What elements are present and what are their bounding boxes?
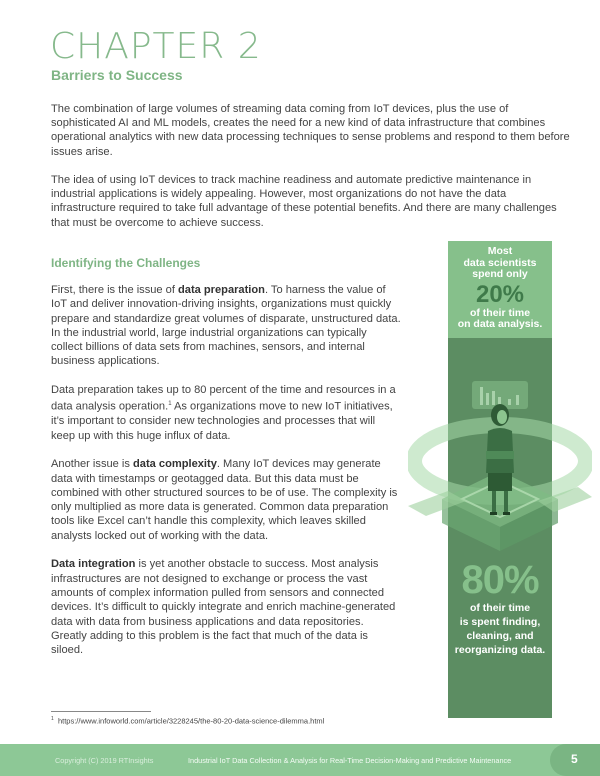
stat-text: Most	[487, 245, 513, 257]
stat-text: cleaning, and	[466, 630, 534, 642]
stat-text: of their time	[469, 602, 531, 614]
paragraph-data-integration: Data integration is yet another obstacle to success. Most analysis infrastructures are not designed to exchange or process the vast amounts of complex information pulled from sensors and connected devices. It’s difficult to quickly integrate and enrich machine-generated data with data from business applications and data repositories. Greatly adding to this problem is the fact that much of the data is siloed.	[51, 558, 396, 657]
chapter-subtitle: Barriers to Success	[51, 67, 183, 83]
body-column	[51, 283, 401, 672]
chapter-title: CHAPTER 2	[50, 26, 262, 67]
stat-text: data scientists	[463, 256, 537, 269]
stat-sidebar	[448, 241, 552, 718]
footer-copyright: Copyright (C) 2019 RTInsights	[55, 756, 154, 765]
footnote-link[interactable]: https://www.infoworld.com/article/3228245/the-80-20-data-science-dilemma.html	[57, 716, 325, 726]
stat-top-block	[448, 241, 552, 338]
data-scientist-illustration	[408, 381, 592, 571]
footnote-marker: 1	[51, 716, 54, 722]
stat-text: is spent finding,	[459, 616, 541, 628]
footnote-divider	[51, 711, 151, 712]
page-footer	[0, 744, 600, 776]
intro-paragraph: The combination of large volumes of streaming data coming from IoT devices, plus the use of sophisticated AI and ML models, creates the need for a new kind of data infrastructure that combines operational analytics with new data processing techniques to sense problems and respond to them before issues arise.	[51, 103, 570, 158]
stat-80-percent: 80%	[461, 558, 539, 602]
intro-paragraph: The idea of using IoT devices to track machine readiness and automate predictive maintenance in industrial applications is widely appealing. However, most organizations do not have the data infrastructure required to take full advantage of these potential benefits. And there are many challenges that must be overcome to achieve success.	[51, 174, 557, 229]
stat-text: spend only	[472, 268, 528, 280]
paragraph-data-complexity: Another issue is data complexity. Many IoT devices may generate data with timestamps or geotagged data. But this data must be combined with other structured sources to be of use. The complexity is only multiplied as more data is generated. Common data preparation tools like Excel can’t handle this complexity, which leaves skilled analysts locked out of working with the data.	[51, 458, 398, 542]
intro-text	[51, 102, 571, 244]
page-number: 5	[571, 752, 578, 766]
footnote-ref[interactable]: 1	[168, 401, 172, 408]
stat-text: on data analysis.	[457, 318, 543, 330]
stat-20-percent: 20%	[475, 280, 525, 308]
stat-bottom-block	[448, 559, 552, 657]
stat-text: of their time	[469, 306, 531, 319]
section-heading: Identifying the Challenges	[51, 256, 201, 270]
paragraph-preparation-time: Data preparation takes up to 80 percent of the time and resources in a data analysis operation.$^1$ As organizations move to new IoT initiatives, it’s important to consider new technologies and processes that will keep up with this huge influx of data.	[51, 384, 396, 442]
stat-text: reorganizing data.	[454, 644, 546, 656]
footer-document-title: Industrial IoT Data Collection & Analysis for Real-Time Decision-Making and Predictive Maintenance	[188, 756, 512, 765]
paragraph-data-preparation: First, there is the issue of data preparation. To harness the value of IoT and deliver innovation-driving insights, organizations must quickly prepare and standardize great volumes of disparate, unstructured data. In the industrial world, large industrial organizations can typically collect billions of data sets from machines, sensors, and internal business applications.	[51, 284, 401, 368]
footnote	[51, 716, 324, 726]
